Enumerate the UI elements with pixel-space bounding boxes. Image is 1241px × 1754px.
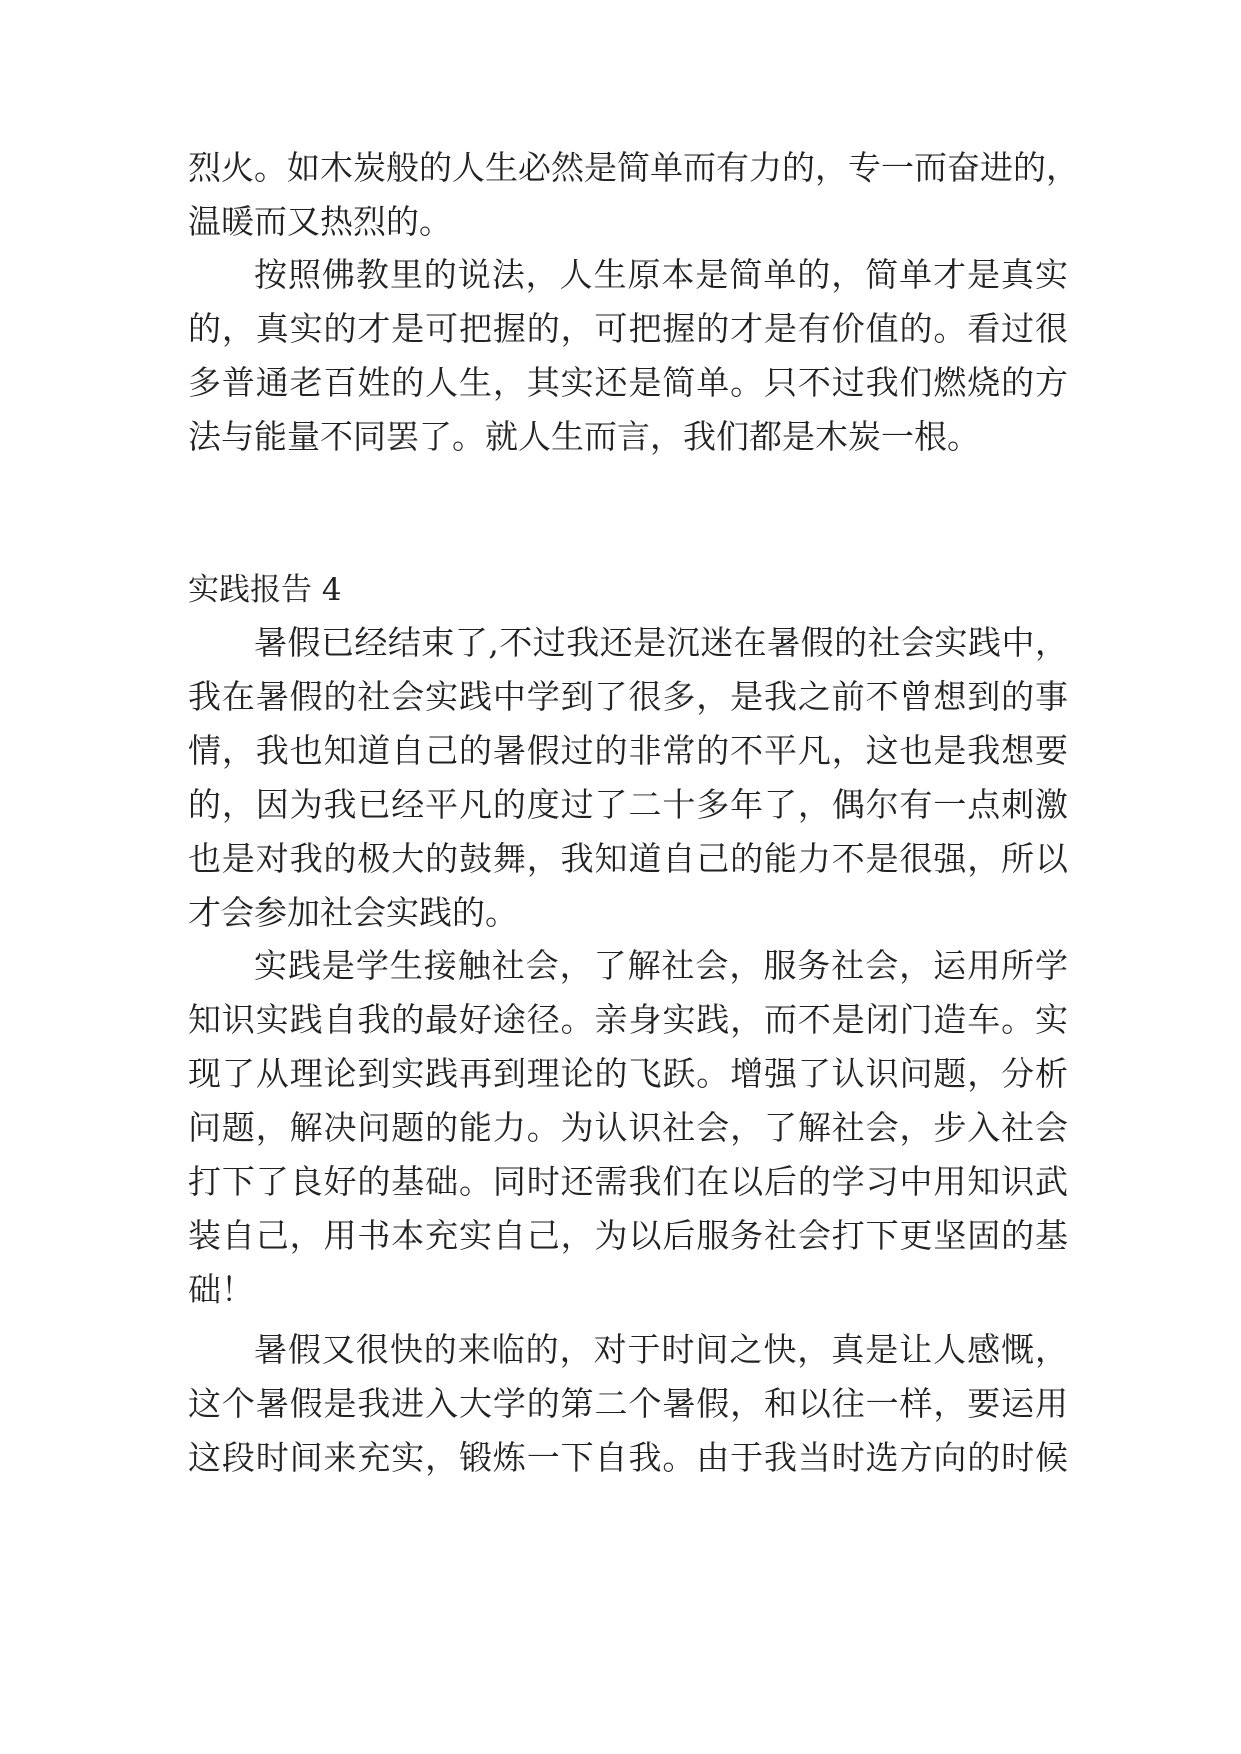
text-line: 打下了良好的基础。同时还需我们在以后的学习中用知识武 <box>188 1162 1068 1201</box>
paragraph-first-line: 实践是学生接触社会，了解社会，服务社会，运用所学 <box>254 946 1068 985</box>
text-line: 多普通老百姓的人生，其实还是简单。只不过我们燃烧的方 <box>188 363 1068 402</box>
paragraph-first-line: 按照佛教里的说法，人生原本是简单的，简单才是真实 <box>254 255 1068 294</box>
text-line: 情，我也知道自己的暑假过的非常的不平凡，这也是我想要 <box>188 731 1068 770</box>
text-line: 知识实践自我的最好途径。亲身实践，而不是闭门造车。实 <box>188 1000 1068 1039</box>
text-line: 温暖而又热烈的。 <box>188 202 452 241</box>
text-line: 烈火。如木炭般的人生必然是简单而有力的，专一而奋进的， <box>188 148 1079 187</box>
text-line: 这段时间来充实，锻炼一下自我。由于我当时选方向的时候 <box>188 1438 1068 1477</box>
text-line: 的，真实的才是可把握的，可把握的才是有价值的。看过很 <box>188 309 1068 348</box>
section-heading: 实践报告 4 <box>188 572 342 608</box>
text-line: 才会参加社会实践的。 <box>188 893 518 932</box>
text-line: 这个暑假是我进入大学的第二个暑假，和以往一样，要运用 <box>188 1384 1068 1423</box>
text-line: 装自己，用书本充实自己，为以后服务社会打下更坚固的基 <box>188 1216 1068 1255</box>
paragraph-first-line: 暑假又很快的来临的，对于时间之快，真是让人感慨， <box>254 1330 1068 1369</box>
text-line: 法与能量不同罢了。就人生而言，我们都是木炭一根。 <box>188 417 980 456</box>
text-line: 问题，解决问题的能力。为认识社会，了解社会，步入社会 <box>188 1108 1068 1147</box>
text-line: 础！ <box>188 1270 254 1309</box>
paragraph-first-line: 暑假已经结束了,不过我还是沉迷在暑假的社会实践中， <box>254 623 1068 662</box>
text-line: 的，因为我已经平凡的度过了二十多年了，偶尔有一点刺激 <box>188 785 1068 824</box>
text-line: 现了从理论到实践再到理论的飞跃。增强了认识问题，分析 <box>188 1054 1068 1093</box>
text-line: 也是对我的极大的鼓舞，我知道自己的能力不是很强，所以 <box>188 839 1068 878</box>
text-line: 我在暑假的社会实践中学到了很多，是我之前不曾想到的事 <box>188 677 1068 716</box>
